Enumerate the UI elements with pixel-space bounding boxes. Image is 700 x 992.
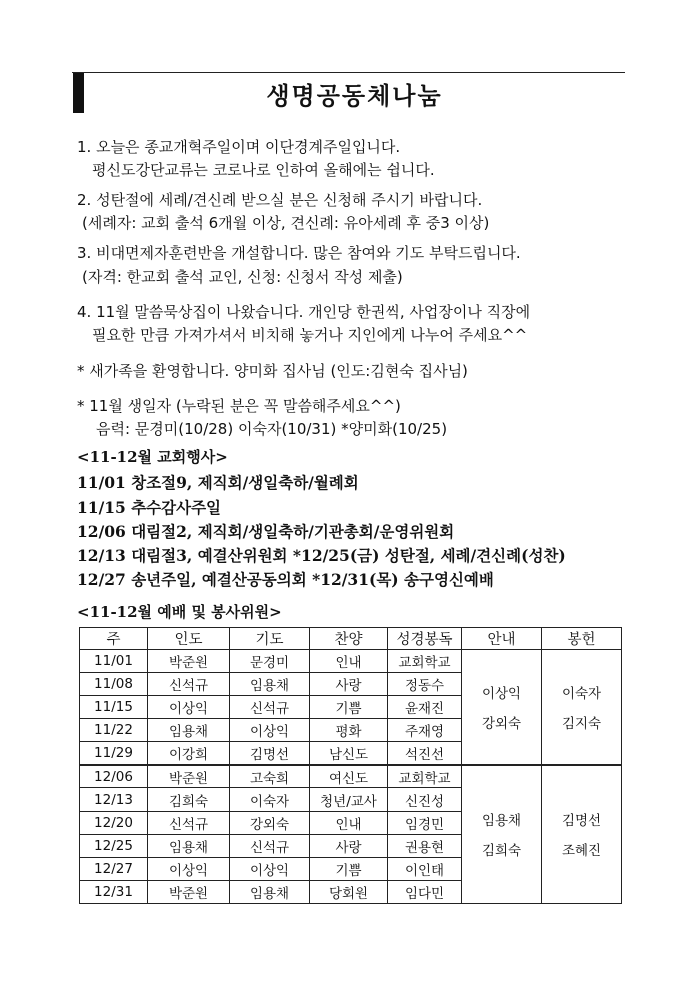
notice-2: 2. 성탄절에 세례/견신례 받으실 분은 신청해 주시기 바랍니다.: [77, 191, 483, 209]
guide-name: 임용채: [481, 813, 522, 830]
offering-name: 김지숙: [561, 715, 602, 732]
table-row: [80, 765, 622, 788]
cell-prayer: 문경미: [230, 650, 310, 673]
column-header: 봉헌: [542, 628, 622, 650]
cell-praise: 사랑: [310, 673, 388, 696]
event-item: 12/06 대림절2, 제직회/생일축하/기관총회/운영위원회: [77, 522, 455, 541]
cell-date: 11/15: [80, 696, 148, 719]
cell-guide-dec: [462, 765, 542, 904]
cell-date: 11/01: [80, 650, 148, 673]
guide-name: 김희숙: [481, 843, 522, 860]
cell-date: 12/31: [80, 880, 148, 903]
cell-leader: 이상익: [148, 857, 230, 880]
offering-name: 이숙자: [561, 685, 602, 702]
cell-date: 12/06: [80, 765, 148, 788]
notice-4-detail: 필요한 만큼 가져가셔서 비치해 놓거나 지인에게 나누어 주세요^^: [92, 326, 528, 344]
event-item: 12/13 대림절3, 예결산위원회 *12/25(금) 성탄절, 세례/견신례(성찬): [77, 546, 566, 565]
cell-leader: 박준원: [148, 765, 230, 788]
cell-leader: 김희숙: [148, 788, 230, 811]
notice-1: 1. 오늘은 종교개혁주일이며 이단경계주일입니다.: [77, 138, 401, 156]
cell-praise: 인내: [310, 811, 388, 834]
cell-prayer: 고숙희: [230, 765, 310, 788]
table-header-row: [80, 628, 622, 650]
cell-prayer: 김명선: [230, 742, 310, 765]
cell-offering-dec: [542, 765, 622, 904]
notice-3: 3. 비대면제자훈련반을 개설합니다. 많은 참여와 기도 부탁드립니다.: [77, 244, 521, 262]
column-header: 안내: [462, 628, 542, 650]
cell-prayer: 신석규: [230, 696, 310, 719]
event-item: 12/27 송년주일, 예결산공동의회 *12/31(목) 송구영신예배: [77, 570, 494, 589]
cell-reading: 임다민: [388, 880, 462, 903]
cell-prayer: 이숙자: [230, 788, 310, 811]
cell-date: 11/22: [80, 719, 148, 742]
cell-date: 11/29: [80, 742, 148, 765]
cell-praise: 여신도: [310, 765, 388, 788]
cell-prayer: 신석규: [230, 834, 310, 857]
offering-name: 조혜진: [561, 843, 602, 860]
notice-3-detail: (자격: 한교회 출석 교인, 신청: 신청서 작성 제출): [82, 268, 403, 286]
cell-prayer: 이상익: [230, 719, 310, 742]
table-row: [80, 650, 622, 673]
cell-date: 12/27: [80, 857, 148, 880]
cell-leader: 임용채: [148, 719, 230, 742]
cell-date: 12/20: [80, 811, 148, 834]
cell-prayer: 임용채: [230, 880, 310, 903]
birthday-list: 음력: 문경미(10/28) 이숙자(10/31) *양미화(10/25): [96, 420, 448, 438]
cell-date: 12/25: [80, 834, 148, 857]
cell-leader: 신석규: [148, 673, 230, 696]
schedule-heading: <11-12월 예배 및 봉사위원>: [77, 603, 282, 621]
cell-reading: 이인태: [388, 857, 462, 880]
cell-leader: 이상익: [148, 696, 230, 719]
cell-date: 11/08: [80, 673, 148, 696]
cell-reading: 권용현: [388, 834, 462, 857]
duty-schedule-table: [79, 627, 622, 904]
notice-2-detail: (세례자: 교회 출석 6개월 이상, 견신례: 유아세례 후 중3 이상): [82, 214, 490, 232]
notice-4: 4. 11월 말씀묵상집이 나왔습니다. 개인당 한권씩, 사업장이나 직장에: [77, 303, 531, 321]
cell-prayer: 임용채: [230, 673, 310, 696]
cell-reading: 석진선: [388, 742, 462, 765]
cell-praise: 사랑: [310, 834, 388, 857]
cell-leader: 박준원: [148, 880, 230, 903]
guide-name: 이상익: [481, 685, 522, 702]
cell-guide-nov: [462, 650, 542, 765]
cell-leader: 임용채: [148, 834, 230, 857]
column-header: 기도: [230, 628, 310, 650]
cell-praise: 기쁨: [310, 857, 388, 880]
cell-praise: 평화: [310, 719, 388, 742]
notice-1-detail: 평신도강단교류는 코로나로 인하여 올해에는 쉽니다.: [92, 161, 435, 179]
cell-praise: 기쁨: [310, 696, 388, 719]
event-item: 11/01 창조절9, 제직회/생일축하/월례회: [77, 473, 359, 492]
column-header: 인도: [148, 628, 230, 650]
cell-reading: 교회학교: [388, 650, 462, 673]
page-title: 생명공동체나눔: [266, 82, 443, 110]
cell-praise: 청년/교사: [310, 788, 388, 811]
events-heading: <11-12월 교회행사>: [77, 448, 228, 466]
guide-name: 강외숙: [481, 715, 522, 732]
cell-praise: 남신도: [310, 742, 388, 765]
cell-praise: 인내: [310, 650, 388, 673]
new-family-note: * 새가족을 환영합니다. 양미화 집사님 (인도:김현숙 집사님): [77, 362, 468, 380]
cell-leader: 박준원: [148, 650, 230, 673]
cell-leader: 신석규: [148, 811, 230, 834]
birthday-note: * 11월 생일자 (누락된 분은 꼭 말씀해주세요^^): [77, 397, 401, 415]
cell-reading: 윤재진: [388, 696, 462, 719]
cell-reading: 임경민: [388, 811, 462, 834]
column-header: 찬양: [310, 628, 388, 650]
cell-leader: 이강희: [148, 742, 230, 765]
cell-reading: 정동수: [388, 673, 462, 696]
cell-offering-nov: [542, 650, 622, 765]
cell-reading: 교회학교: [388, 765, 462, 788]
cell-prayer: 강외숙: [230, 811, 310, 834]
cell-praise: 당회원: [310, 880, 388, 903]
column-header: 주: [80, 628, 148, 650]
column-header: 성경봉독: [388, 628, 462, 650]
cell-date: 12/13: [80, 788, 148, 811]
event-item: 11/15 추수감사주일: [77, 498, 222, 517]
cell-prayer: 이상익: [230, 857, 310, 880]
header-bar: [73, 73, 84, 113]
header-rule: [72, 72, 625, 73]
cell-reading: 주재영: [388, 719, 462, 742]
cell-reading: 신진성: [388, 788, 462, 811]
offering-name: 김명선: [561, 813, 602, 830]
